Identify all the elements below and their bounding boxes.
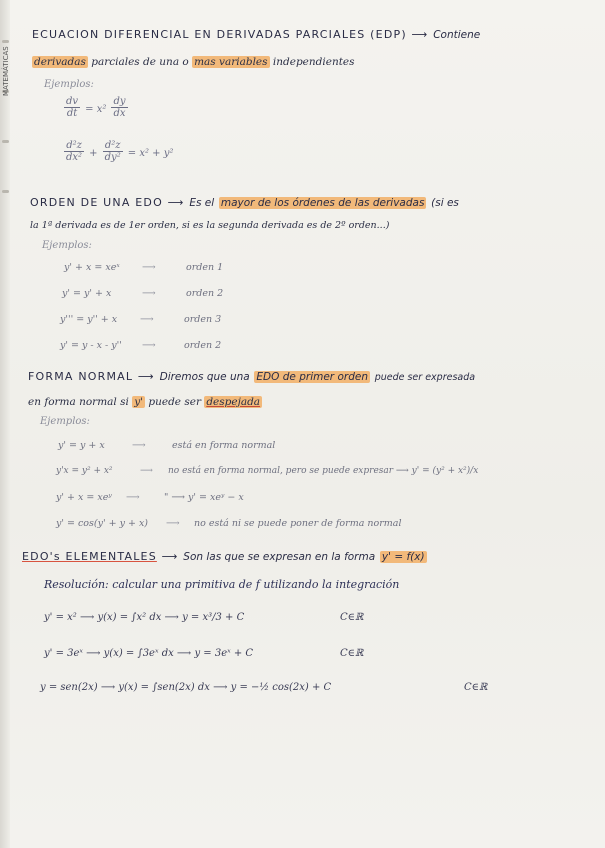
highlight-y-prime: y' <box>134 396 144 408</box>
side-note: MATEMÁTICAS <box>2 46 10 96</box>
example-result: " ⟶ y' = xeʸ − x <box>164 492 244 503</box>
arrow-icon: ⟶ <box>140 314 154 325</box>
arrow-icon: ⟶ <box>142 288 156 299</box>
binding-ring <box>2 190 9 193</box>
edp-definition <box>32 56 355 68</box>
example-result: orden 2 <box>184 340 222 351</box>
arrow-icon: ⟶ <box>167 196 185 209</box>
arrow-icon: ⟶ <box>142 340 156 351</box>
orden-def-line2: la 1ª derivada es de 1er orden, si es la segunda derivada es de 2º orden...) <box>30 220 390 231</box>
forma-def-text: puede ser <box>148 396 201 408</box>
denominator: dt <box>66 108 78 119</box>
binding-ring <box>2 140 9 143</box>
orden-def-text-end: (si es <box>431 197 459 209</box>
fraction <box>64 140 84 163</box>
fraction <box>103 140 123 163</box>
arrow-icon: ⟶ <box>411 28 429 41</box>
orden-heading-line <box>30 196 459 209</box>
orden-heading: ORDEN DE UNA EDO <box>30 196 163 209</box>
edp-def-text-end: independientes <box>272 56 355 68</box>
equation-text: = x² + y² <box>127 148 174 159</box>
example-result: no está ni se puede poner de forma normal <box>194 518 402 529</box>
forma-def-line2 <box>28 396 262 408</box>
binding-ring <box>2 40 9 43</box>
example-equation: y' = y + x <box>58 440 105 451</box>
constant-set: C∈ℝ <box>464 682 488 693</box>
examples-label: Ejemplos: <box>44 79 94 90</box>
example-equation: y' + x = xeˣ <box>64 262 120 273</box>
example-result: no está en forma normal, pero se puede expresar ⟶ y' = (y² + x²)/x <box>168 466 479 476</box>
elemental-example <box>44 612 363 623</box>
edp-example-1 <box>64 96 128 119</box>
orden-example <box>60 340 221 351</box>
orden-def-text: Es el <box>189 197 215 209</box>
arrow-icon: ⟶ <box>142 262 156 273</box>
denominator: dy² <box>104 152 121 163</box>
numerator: dv <box>66 96 79 107</box>
forma-example <box>56 492 244 503</box>
example-equation: y' = x² ⟶ y(x) = ∫x² dx ⟶ y = x³/3 + C <box>44 612 245 623</box>
denominator: dx² <box>66 152 83 163</box>
example-result: orden 3 <box>184 314 222 325</box>
arrow-icon: ⟶ <box>140 466 153 476</box>
edp-heading: ECUACION DIFERENCIAL EN DERIVADAS PARCIALES (EDP) <box>32 28 407 41</box>
highlight-y-prime-fx: y' = f(x) <box>381 551 425 563</box>
forma-example <box>56 518 401 529</box>
example-equation: y' = y - x - y'' <box>60 340 122 351</box>
orden-example <box>60 314 221 325</box>
constant-set: C∈ℝ <box>340 648 364 659</box>
orden-example <box>62 288 223 299</box>
examples-label: Ejemplos: <box>40 416 90 427</box>
example-equation: y = sen(2x) ⟶ y(x) = ∫sen(2x) dx ⟶ y = −½ cos(2x) + C <box>40 682 332 693</box>
forma-example <box>56 466 478 476</box>
fraction <box>111 96 127 119</box>
highlight-variables: mas variables <box>194 56 268 68</box>
edo-elementales-text: Son las que se expresan en la forma <box>183 551 376 563</box>
equation-text: + <box>89 148 98 159</box>
edo-elementales-heading-line <box>22 550 427 563</box>
edo-elementales-heading: EDO's ELEMENTALES <box>22 550 157 563</box>
elemental-example <box>44 648 363 659</box>
forma-def-text: en forma normal si <box>28 396 129 408</box>
example-result: orden 1 <box>186 262 224 273</box>
forma-def-text-end: puede ser expresada <box>374 372 476 383</box>
edp-example-2 <box>64 140 173 163</box>
arrow-icon: ⟶ <box>126 492 140 503</box>
numerator: d²z <box>64 140 84 152</box>
forma-example <box>58 440 275 451</box>
forma-normal-heading-line <box>28 370 475 383</box>
equation-text: = x² <box>85 104 107 115</box>
example-equation: y' + x = xeʸ <box>56 492 112 503</box>
example-equation: y'x = y² + x² <box>56 466 113 476</box>
numerator: dy <box>113 96 126 107</box>
resolution-line: Resolución: calcular una primitiva de f utilizando la integración <box>44 578 400 591</box>
arrow-icon: ⟶ <box>137 370 155 383</box>
forma-normal-heading: FORMA NORMAL <box>28 370 134 383</box>
example-equation: y' = cos(y' + y + x) <box>56 518 149 529</box>
arrow-icon: ⟶ <box>166 518 180 529</box>
denominator: dx <box>113 108 126 119</box>
fraction <box>64 96 80 119</box>
numerator: d²z <box>103 140 123 152</box>
arrow-icon: ⟶ <box>161 550 179 563</box>
edp-def-text: parciales de una o <box>91 56 189 68</box>
example-equation: y''' = y'' + x <box>60 314 118 325</box>
highlight-derivadas: derivadas <box>34 56 86 68</box>
example-result: está en forma normal <box>172 440 276 451</box>
edp-heading-tail: Contiene <box>433 29 481 41</box>
elemental-example <box>40 682 487 693</box>
arrow-icon: ⟶ <box>132 440 146 451</box>
examples-label: Ejemplos: <box>42 240 92 251</box>
forma-def-text: Diremos que una <box>159 371 250 383</box>
edp-heading-line <box>32 28 480 41</box>
example-result: orden 2 <box>186 288 224 299</box>
example-equation: y' = 3eˣ ⟶ y(x) = ∫3eˣ dx ⟶ y = 3eˣ + C <box>44 648 254 659</box>
highlight-despejada: despejada <box>206 396 261 408</box>
highlight-edo-primer-orden: EDO de primer orden <box>256 371 368 383</box>
constant-set: C∈ℝ <box>340 612 364 623</box>
highlight-mayor: mayor de los órdenes de las derivadas <box>220 197 425 209</box>
orden-example <box>64 262 223 273</box>
example-equation: y' = y' + x <box>62 288 112 299</box>
page-binding <box>0 0 10 848</box>
